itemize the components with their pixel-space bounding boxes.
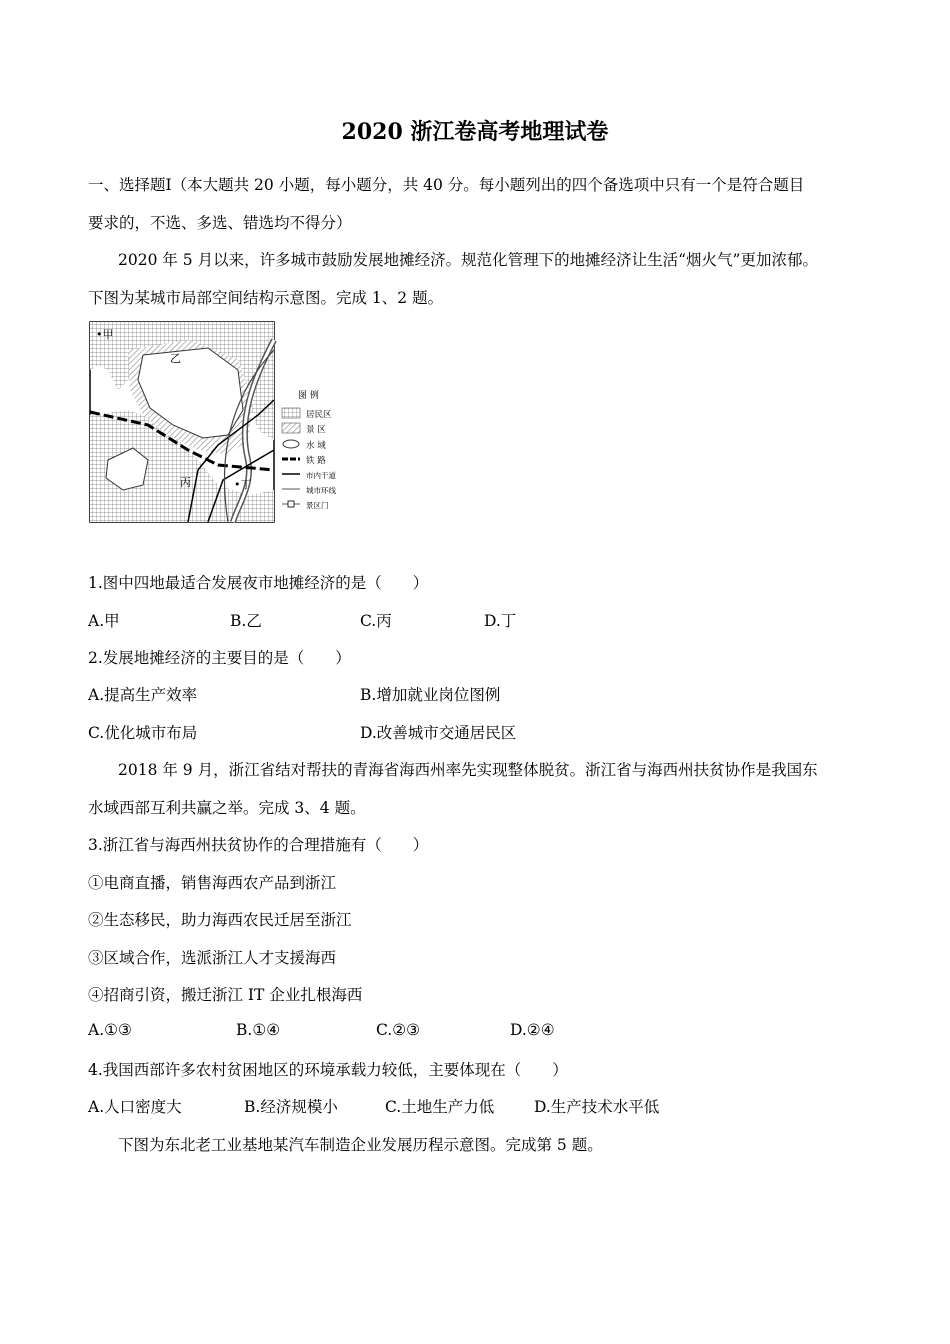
q1-option-c: C.丙 [360, 612, 392, 630]
q4-option-a: A.人口密度大 [88, 1098, 182, 1116]
passage-1-line-2: 下图为某城市局部空间结构示意图。完成 1、2 题。 [88, 289, 444, 307]
place-label-jia: •甲 [96, 328, 114, 341]
q2-option-b: B.增加就业岗位图例 [360, 686, 501, 704]
q1-option-b: B.乙 [230, 612, 262, 630]
q2-option-d: D.改善城市交通居民区 [360, 724, 517, 742]
city-structure-map [88, 320, 358, 526]
q3-option-b: B.①④ [236, 1021, 281, 1039]
passage-2-line-2: 水域西部互利共赢之举。完成 3、4 题。 [88, 799, 366, 817]
place-label-ding: •丁 [234, 478, 252, 491]
q1-option-a: A.甲 [88, 612, 120, 630]
place-label-bing: 丙 [180, 476, 191, 489]
q3-item-2: ②生态移民，助力海西农民迁居至浙江 [88, 911, 352, 929]
section-header-line-2: 要求的，不选、多选、错选均不得分） [88, 214, 352, 232]
section-header-line-1: 一、选择题Ⅰ（本大题共 20 小题，每小题分，共 40 分。每小题列出的四个备选项中只有一个是符合题目 [88, 176, 805, 194]
q1-option-d: D.丁 [484, 612, 517, 630]
q3-item-1: ①电商直播，销售海西农产品到浙江 [88, 874, 337, 892]
legend-scenic-label: 景 区 [306, 425, 326, 435]
question-1-stem: 1.图中四地最适合发展夜市地摊经济的是（ ） [88, 574, 429, 592]
legend-residential-swatch [282, 408, 300, 418]
q2-option-a: A.提高生产效率 [88, 686, 198, 704]
question-4-stem: 4.我国西部许多农村贫困地区的环境承载力较低，主要体现在（ ） [88, 1061, 568, 1079]
legend-arterial-label: 市内干道 [306, 471, 336, 480]
legend-scenic-swatch [282, 423, 300, 433]
legend-water-label: 水 域 [306, 441, 326, 451]
legend-title: 图 例 [298, 391, 319, 401]
q3-item-3: ③区域合作，选派浙江人才支援海西 [88, 949, 337, 967]
passage-2-line-1: 2018 年 9 月，浙江省结对帮扶的青海省海西州率先实现整体脱贫。浙江省与海西州扶贫协作是我国东 [118, 761, 818, 779]
legend-gate-swatch [288, 501, 294, 507]
question-2-stem: 2.发展地摊经济的主要目的是（ ） [88, 649, 351, 667]
q4-option-c: C.土地生产力低 [385, 1098, 495, 1116]
legend-gate-label: 景区门 [306, 501, 329, 510]
legend-water-swatch [283, 440, 299, 448]
passage-3-line-1: 下图为东北老工业基地某汽车制造企业发展历程示意图。完成第 5 题。 [118, 1136, 603, 1154]
q4-option-b: B.经济规模小 [244, 1098, 338, 1116]
question-3-stem: 3.浙江省与海西州扶贫协作的合理措施有（ ） [88, 836, 429, 854]
q3-option-d: D.②④ [510, 1021, 555, 1039]
place-label-yi: 乙 [170, 352, 181, 365]
passage-1-line-1: 2020 年 5 月以来，许多城市鼓励发展地摊经济。规范化管理下的地摊经济让生活“烟火气”更加浓郁。 [118, 251, 818, 269]
q3-item-4: ④招商引资，搬迁浙江 IT 企业扎根海西 [88, 986, 363, 1004]
page-title: 2020 浙江卷高考地理试卷 [341, 119, 609, 145]
legend-railway-label: 铁 路 [306, 456, 326, 466]
q4-option-d: D.生产技术水平低 [534, 1098, 660, 1116]
legend-ring-label: 城市环线 [306, 486, 336, 495]
legend-residential-label: 居民区 [306, 410, 332, 420]
q3-option-a: A.①③ [88, 1021, 132, 1039]
q2-option-c: C.优化城市布局 [88, 724, 198, 742]
q3-option-c: C.②③ [376, 1021, 421, 1039]
